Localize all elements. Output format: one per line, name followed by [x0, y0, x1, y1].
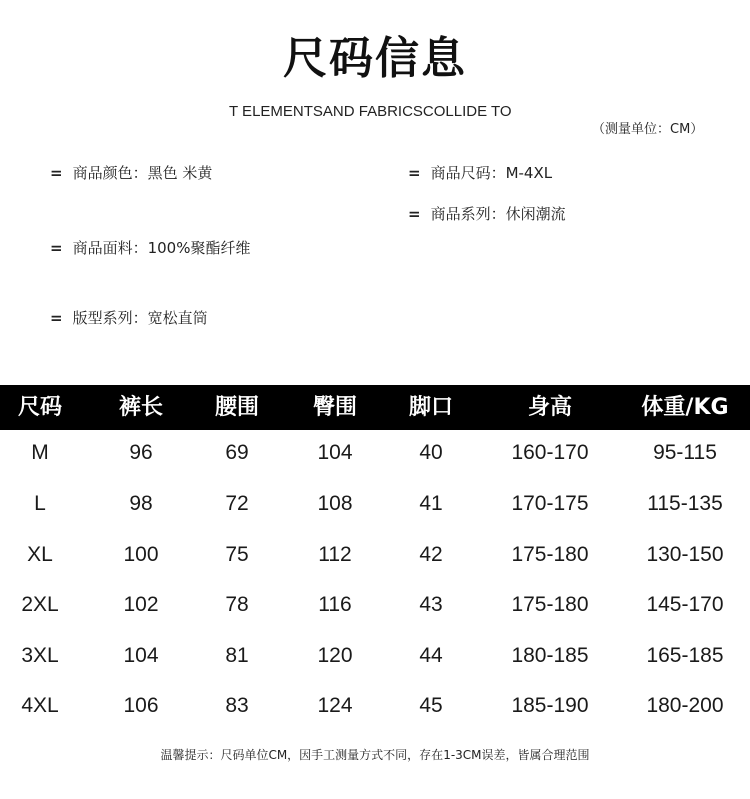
spec-marker: =: [408, 164, 421, 182]
table-cell: 124: [317, 694, 353, 717]
table-header-cell: 腰围: [214, 395, 259, 420]
footer-note: 温馨提示：尺码单位CM，因手工测量方式不同，存在1-3CM误差，皆属合理范围: [160, 748, 590, 762]
table-cell: 69: [225, 441, 249, 464]
table-cell: 72: [225, 492, 249, 515]
table-cell: 145-170: [646, 593, 724, 616]
table-cell: 130-150: [646, 543, 724, 566]
table-cell: L: [34, 492, 46, 515]
table-cell: 175-180: [511, 593, 589, 616]
table-cell: 42: [419, 543, 443, 566]
table-cell: 112: [318, 543, 352, 566]
table-cell: 45: [419, 694, 443, 717]
table-cell: 180-185: [511, 644, 589, 667]
table-cell: 40: [419, 441, 443, 464]
table-header-cell: 脚口: [408, 395, 453, 420]
spec-color: [50, 162, 212, 183]
table-cell: 44: [419, 644, 443, 667]
table-cell: 120: [317, 644, 353, 667]
table-cell: 102: [123, 593, 159, 616]
table-cell: 3XL: [21, 644, 59, 667]
table-cell: 108: [317, 492, 353, 515]
table-cell: 41: [419, 492, 443, 515]
table-cell: 165-185: [646, 644, 724, 667]
table-header-cell: 体重/KG: [641, 395, 729, 420]
table-cell: 2XL: [21, 593, 59, 616]
table-cell: 170-175: [511, 492, 589, 515]
spec-size-text: 商品尺码：M-4XL: [430, 164, 553, 182]
table-cell: 95-115: [653, 441, 717, 464]
table-cell: 106: [123, 694, 159, 717]
table-header-cell: 臀围: [312, 395, 357, 420]
table-cell: 115-135: [647, 492, 723, 515]
spec-series-text: 商品系列：休闲潮流: [430, 205, 566, 223]
spec-size: [408, 162, 552, 183]
spec-marker: =: [50, 239, 63, 257]
table-header-cell: 裤长: [118, 395, 163, 420]
table-cell: 96: [129, 441, 153, 464]
spec-fit-text: 版型系列：宽松直筒: [72, 309, 208, 327]
table-header-cell: 身高: [527, 395, 572, 420]
table-cell: 43: [419, 593, 443, 616]
table-cell: 180-200: [646, 694, 724, 717]
table-cell: 185-190: [511, 694, 589, 717]
spec-color-text: 商品颜色：黑色 米黄: [72, 164, 213, 182]
table-cell: 100: [123, 543, 159, 566]
spec-marker: =: [408, 205, 421, 223]
spec-fabric-text: 商品面料：100%聚酯纤维: [72, 239, 251, 257]
table-cell: 81: [225, 644, 249, 667]
table-cell: 75: [225, 543, 249, 566]
spec-series: [408, 203, 566, 224]
table-cell: 116: [318, 593, 352, 616]
table-cell: 104: [123, 644, 159, 667]
table-cell: 4XL: [21, 694, 59, 717]
table-cell: 160-170: [511, 441, 589, 464]
table-cell: 83: [225, 694, 249, 717]
table-cell: M: [31, 441, 49, 464]
table-cell: 98: [129, 492, 153, 515]
table-header-cell: 尺码: [17, 395, 62, 420]
spec-marker: =: [50, 164, 63, 182]
table-cell: 78: [225, 593, 249, 616]
spec-fabric: [50, 237, 250, 258]
table-cell: XL: [27, 543, 53, 566]
unit-note: （测量单位：CM）: [592, 122, 704, 137]
spec-marker: =: [50, 309, 63, 327]
table-cell: 175-180: [511, 543, 589, 566]
subtitle: T ELEMENTSAND FABRICSCOLLIDE TO: [229, 103, 512, 120]
table-cell: 104: [317, 441, 353, 464]
page-title: 尺码信息: [283, 33, 467, 84]
spec-fit: [50, 307, 208, 328]
